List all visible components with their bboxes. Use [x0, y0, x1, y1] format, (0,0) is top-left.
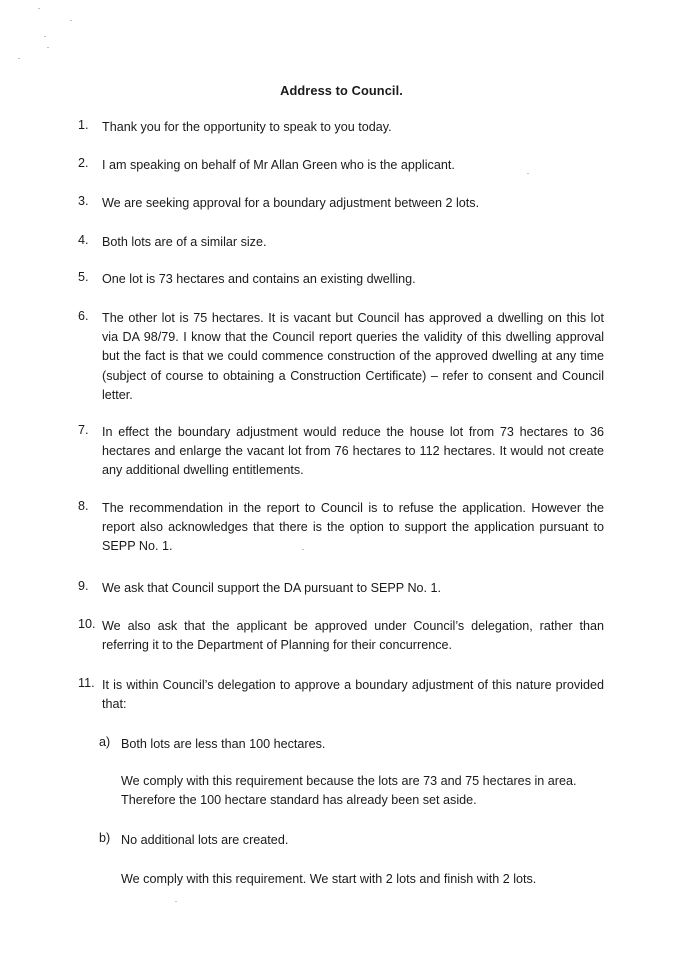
sub-item-text: Both lots are less than 100 hectares. [121, 737, 326, 751]
list-item [78, 233, 604, 252]
list-item [78, 309, 604, 405]
item-number: 3. [78, 194, 89, 208]
scan-speck [18, 58, 20, 59]
list-item [78, 156, 604, 175]
sub-item-note: We comply with this requirement because the lots are 73 and 75 hectares in area. Therefore the 100 hectare standard has already been set aside. [121, 774, 577, 808]
sub-item [99, 735, 604, 754]
item-number: 2. [78, 156, 89, 170]
scan-speck [70, 20, 72, 21]
item-number: 11. [78, 676, 95, 690]
list-item [78, 194, 604, 213]
item-text: Thank you for the opportunity to speak to you today. [102, 120, 392, 134]
sub-item [99, 831, 604, 850]
sub-item-letter: b) [99, 831, 111, 845]
list-item [78, 118, 604, 137]
scan-speck [175, 901, 177, 902]
list-item [78, 676, 604, 714]
item-number: 7. [78, 423, 89, 437]
item-text: In effect the boundary adjustment would reduce the house lot from 73 hectares to 36 hectares and enlarge the vacant lot from 76 hectares to 112 hectares. It would not create any additional dwelling entitlements. [102, 425, 604, 478]
item-number: 10. [78, 617, 96, 631]
sub-item-letter: a) [99, 735, 111, 749]
list-item [78, 499, 604, 557]
item-text: Both lots are of a similar size. [102, 235, 267, 249]
sub-item-note: We comply with this requirement. We start with 2 lots and finish with 2 lots. [121, 872, 537, 886]
item-number: 8. [78, 499, 89, 513]
item-text: We also ask that the applicant be approved under Council’s delegation, rather than referring it to the Department of Planning for their concurrence. [102, 619, 604, 653]
item-number: 1. [78, 118, 89, 132]
list-item [78, 617, 604, 655]
list-item [78, 423, 604, 481]
item-number: 4. [78, 233, 89, 247]
scan-speck [38, 8, 40, 9]
item-number: 5. [78, 270, 89, 284]
list-item [78, 579, 604, 598]
item-text: I am speaking on behalf of Mr Allan Green who is the applicant. [102, 158, 455, 172]
list-item [78, 270, 604, 289]
item-text: The recommendation in the report to Council is to refuse the application. However the report also acknowledges that there is the option to support the application pursuant to SEPP No. 1. [102, 501, 604, 554]
document-title: Address to Council. [280, 83, 403, 98]
item-text: The other lot is 75 hectares. It is vacant but Council has approved a dwelling on this lot via DA 98/79. I know that the Council report queries the validity of this dwelling approval but the fact is that we could commence construction of the approved dwelling at any time (subject of course to obtaining a Construction Certificate) – refer to consent and Council letter. [102, 311, 604, 402]
item-text: We are seeking approval for a boundary adjustment between 2 lots. [102, 196, 480, 210]
item-text: We ask that Council support the DA pursuant to SEPP No. 1. [102, 581, 442, 595]
sub-item-text: No additional lots are created. [121, 833, 289, 847]
scan-speck [44, 36, 46, 37]
item-number: 9. [78, 579, 89, 593]
item-number: 6. [78, 309, 89, 323]
item-text: One lot is 73 hectares and contains an existing dwelling. [102, 272, 416, 286]
scan-speck [47, 47, 49, 48]
item-text: It is within Council’s delegation to approve a boundary adjustment of this nature provided that: [102, 678, 604, 712]
